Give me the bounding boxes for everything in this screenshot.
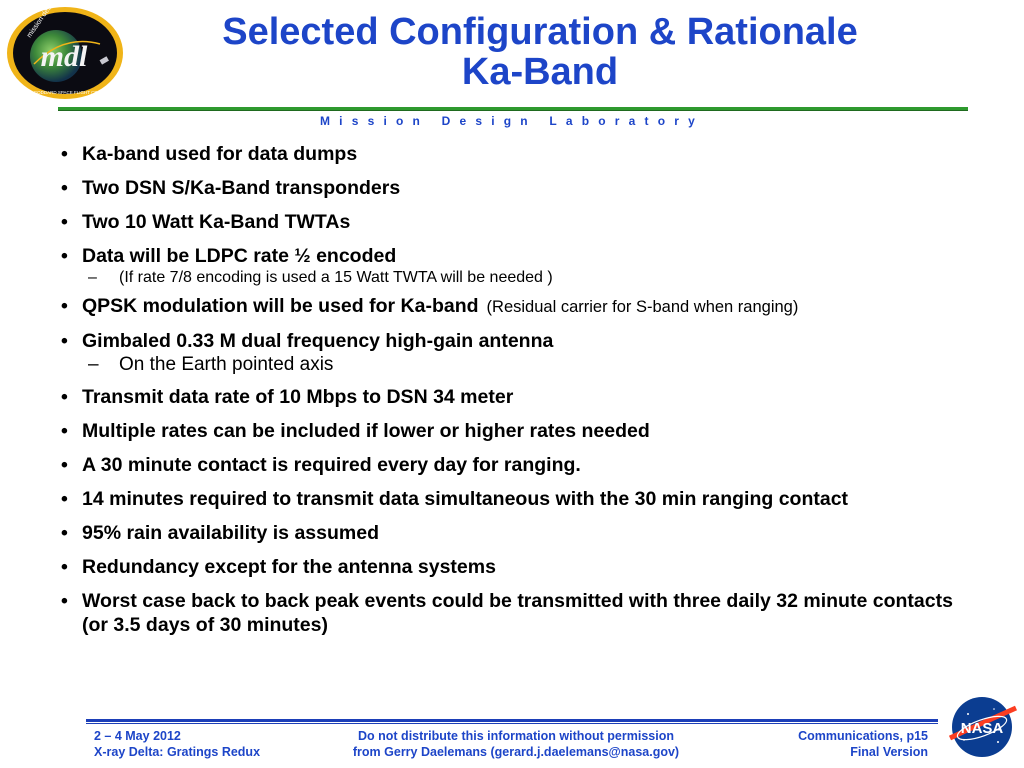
- sub-bullet-list: [82, 268, 958, 288]
- nasa-logo: [944, 694, 1020, 760]
- sub-bullet-item: – (If rate 7/8 encoding is used a 15 Watt TWTA will be needed ): [82, 268, 958, 288]
- footer-project: X-ray Delta: Gratings Redux: [94, 745, 261, 759]
- footer-version: Final Version: [850, 745, 928, 759]
- title-line-1: Selected Configuration & Rationale: [222, 11, 858, 53]
- logo-brand: mdl: [40, 40, 88, 73]
- footer-section: Communications, p15: [798, 729, 928, 743]
- nasa-wordmark: NASA: [960, 720, 1004, 737]
- bullet-item: • 14 minutes required to transmit data simultaneous with the 30 min ranging contact: [58, 487, 958, 511]
- mdl-logo: [4, 4, 126, 102]
- bullet-item: • Ka-band used for data dumps: [58, 142, 958, 166]
- bullet-item: • Gimbaled 0.33 M dual frequency high-gain antenna – On the Earth pointed axis: [58, 329, 958, 377]
- header-rule-shadow: [58, 110, 968, 111]
- bullet-note: (Residual carrier for S-band when ranging): [486, 298, 799, 316]
- footer-contact: from Gerry Daelemans (gerard.j.daelemans@nasa.gov): [352, 745, 680, 759]
- sub-bullet-item: – On the Earth pointed axis: [82, 353, 958, 377]
- bullet-item: • Two 10 Watt Ka-Band TWTAs: [58, 210, 958, 234]
- lab-tagline: Mission Design Laboratory: [319, 114, 705, 128]
- bullet-item: • Worst case back to back peak events could be transmitted with three daily 32 minute contacts (or 3.5 days of 30 minutes): [58, 589, 958, 637]
- logo-ring-bottom: NASA GODDARD SPACE FLIGHT CENTER: [20, 90, 110, 95]
- footer-distribution: Do not distribute this information without permission: [358, 729, 674, 743]
- footer-rule: [86, 719, 938, 722]
- bullet-item: • QPSK modulation will be used for Ka-band (Residual carrier for S-band when ranging): [58, 294, 958, 319]
- bullet-list: [58, 142, 958, 647]
- bullet-item: • A 30 minute contact is required every day for ranging.: [58, 453, 958, 477]
- title-line-2: Ka-Band: [461, 51, 619, 93]
- footer-rule-thin: [86, 723, 938, 724]
- page-title: [140, 12, 940, 92]
- sub-bullet-list: [82, 353, 958, 377]
- bullet-item: • Redundancy except for the antenna systems: [58, 555, 958, 579]
- footer-date: 2 – 4 May 2012: [94, 729, 181, 743]
- footer-right: [700, 728, 928, 760]
- footer-center: [326, 728, 706, 760]
- bullet-item: • Transmit data rate of 10 Mbps to DSN 34 meter: [58, 385, 958, 409]
- footer-left: [94, 728, 334, 760]
- bullet-item: • 95% rain availability is assumed: [58, 521, 958, 545]
- bullet-item: • Two DSN S/Ka-Band transponders: [58, 176, 958, 200]
- bullet-item: • Multiple rates can be included if lower or higher rates needed: [58, 419, 958, 443]
- bullet-item: • Data will be LDPC rate ½ encoded – (If rate 7/8 encoding is used a 15 Watt TWTA will be needed ): [58, 244, 958, 288]
